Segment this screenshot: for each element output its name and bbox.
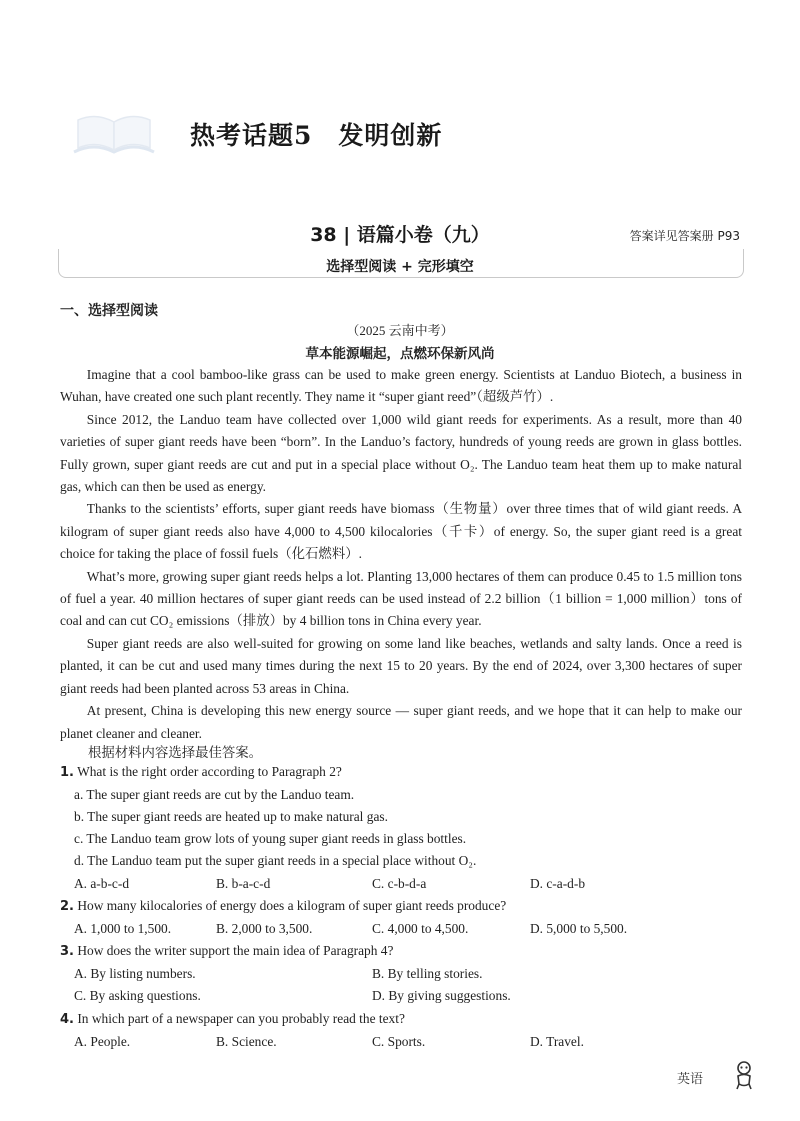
option-a[interactable]: A. By listing numbers. — [74, 966, 196, 981]
question-stem: How does the writer support the main idea of Paragraph 4? — [77, 943, 394, 958]
option-a[interactable]: A. People. — [74, 1034, 131, 1049]
banner-text: 选择型阅读 + 完形填空 — [326, 259, 474, 275]
passage-source: （2025 云南中考） — [346, 323, 454, 338]
paragraph-5: Super giant reeds are also well-suited for growing on some land like beaches, wetlands and salty lands. Once a reed is planted, it can be cut and used many times during the next 15 to 20 years. By the end of 2024, over 3,300 hectares of super giant reeds had been planted across 53 areas in China. — [60, 635, 742, 696]
option-a[interactable]: A. a-b-c-d — [74, 876, 130, 891]
paragraph-1: Imagine that a cool bamboo-like grass can be used to make green energy. Scientists at Landuo Biotech, a business in Wuhan, have created one such plant recently. They name it “super giant reed”（超级芦竹）. — [60, 367, 742, 405]
option-b[interactable]: B. Science. — [216, 1034, 277, 1049]
question-number: 1. — [60, 765, 74, 780]
question-number: 4. — [60, 1012, 74, 1027]
option-d[interactable]: D. By giving suggestions. — [372, 988, 511, 1003]
unit-title: 38 | 语篇小卷（九） — [310, 224, 490, 246]
paragraph-4: What’s more, growing super giant reeds helps a lot. Planting 13,000 hectares of them can produce 0.45 to 1.5 million tons of fuel a year. 40 million hectares of super giant reeds can be used instead of 2.2 billion（1 billion = 1,000 million）tons of coal and can cut CO₂ emissions（排放）by 4 billion tons in China every year. — [60, 568, 742, 629]
question-number: 3. — [60, 944, 74, 959]
answer-reference: 答案详见答案册 P93 — [629, 229, 740, 243]
question-number: 2. — [60, 899, 74, 914]
passage-title: 草本能源崛起，点燃环保新风尚 — [305, 346, 495, 362]
option-d[interactable]: D. 5,000 to 5,500. — [530, 921, 628, 936]
section-heading: 一、选择型阅读 — [60, 303, 158, 319]
option-d[interactable]: D. Travel. — [530, 1034, 584, 1049]
footer-subject: 英语 — [677, 1072, 704, 1087]
statement-a: a. The super giant reeds are cut by the Landuo team. — [74, 787, 355, 802]
paragraph-3: Thanks to the scientists’ efforts, super giant reeds have biomass（生物量）over three times that of wild giant reeds. A kilogram of super giant reeds also have 4,000 to 4,500 kilocalories（千卡）of energy. So, the super giant reed is a great choice for taking the place of fossil fuels（化石燃料）. — [60, 501, 742, 562]
question-stem: What is the right order according to Paragraph 2? — [77, 764, 342, 779]
statement-c: c. The Landuo team grow lots of young super giant reeds in glass bottles. — [74, 831, 467, 846]
option-a[interactable]: A. 1,000 to 1,500. — [74, 921, 172, 936]
topic-title: 热考话题5 发明创新 — [190, 121, 443, 150]
passage-body — [60, 364, 742, 745]
statement-b: b. The super giant reeds are heated up to make natural gas. — [74, 809, 388, 824]
option-c[interactable]: C. c-b-d-a — [372, 876, 427, 891]
question-stem: How many kilocalories of energy does a kilogram of super giant reeds produce? — [77, 898, 507, 913]
paragraph-6: At present, China is developing this new energy source — super giant reeds, and we hope that it can help to make our planet cleaner and cleaner. — [60, 703, 742, 741]
question-stem: In which part of a newspaper can you probably read the text? — [77, 1011, 405, 1026]
option-d[interactable]: D. c-a-d-b — [530, 876, 586, 891]
option-b[interactable]: B. 2,000 to 3,500. — [216, 921, 313, 936]
mascot-icon — [732, 1060, 756, 1090]
instruction: 根据材料内容选择最佳答案。 — [88, 745, 263, 760]
statement-d: d. The Landuo team put the super giant reeds in a special place without O₂. — [74, 853, 477, 868]
option-c[interactable]: C. By asking questions. — [74, 988, 201, 1003]
option-b[interactable]: B. By telling stories. — [372, 966, 483, 981]
paragraph-2: Since 2012, the Landuo team have collected over 1,000 wild giant reeds for experiments. As a result, more than 40 varieties of super giant reeds have been “born”. In the Landuo’s factory, hundreds of young reeds are grown in glass bottles. Fully grown, super giant reeds are cut and put in a special place without O₂. The Landuo team heat them up to make natural gas, which can then be used as energy. — [60, 411, 742, 495]
open-book-icon — [70, 112, 158, 160]
option-b[interactable]: B. b-a-c-d — [216, 876, 271, 891]
option-c[interactable]: C. 4,000 to 4,500. — [372, 921, 469, 936]
option-c[interactable]: C. Sports. — [372, 1034, 426, 1049]
